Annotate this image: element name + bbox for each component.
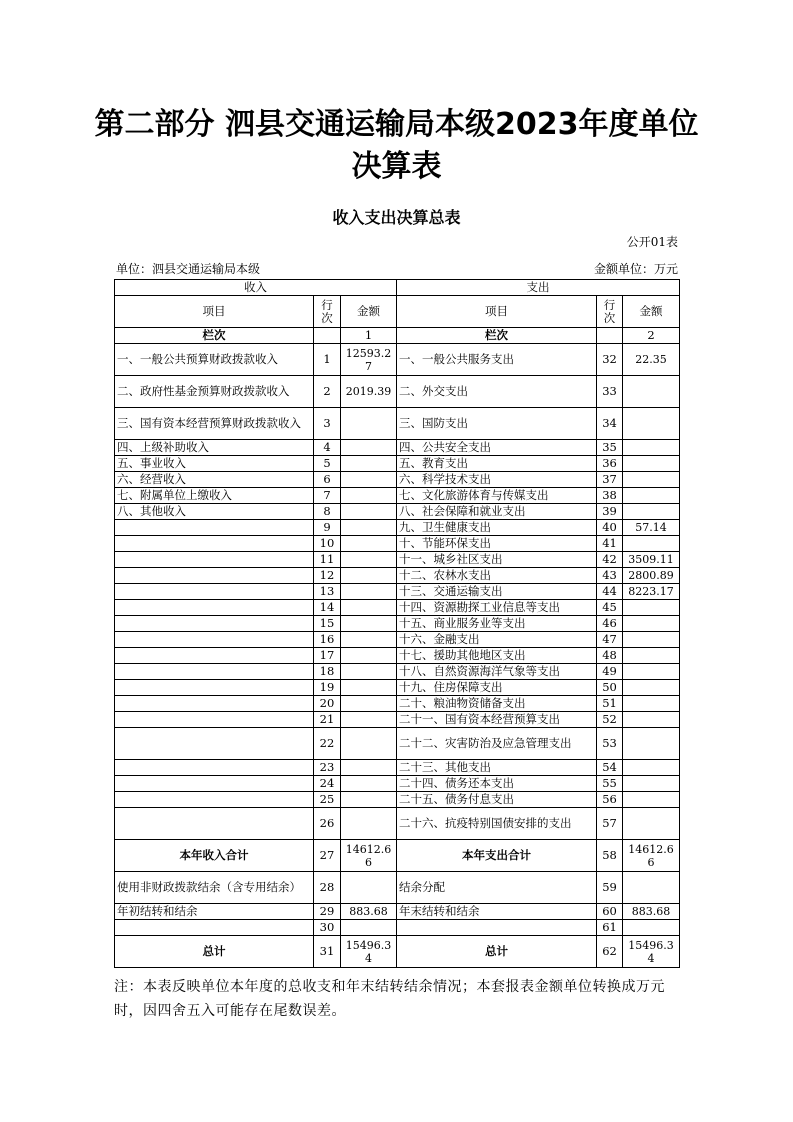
- income-amount: [341, 456, 397, 472]
- expense-row-no: 44: [597, 584, 623, 600]
- col-item-header: 项目: [115, 296, 314, 328]
- expense-amount: [623, 472, 680, 488]
- expense-amount: [623, 408, 680, 440]
- income-item: [115, 728, 314, 760]
- income-row-no: 21: [314, 712, 341, 728]
- income-row-no: 20: [314, 696, 341, 712]
- income-row-no: 19: [314, 680, 341, 696]
- expense-amount: [623, 664, 680, 680]
- expense-row-no: 41: [597, 536, 623, 552]
- income-item: [115, 648, 314, 664]
- table-row: [115, 664, 680, 680]
- column-number: 1: [341, 328, 397, 344]
- expense-row-no: 61: [597, 920, 623, 936]
- income-row-no: 25: [314, 792, 341, 808]
- column-number: 2: [623, 328, 680, 344]
- income-amount: [341, 760, 397, 776]
- expense-item: 五、教育支出: [397, 456, 597, 472]
- income-amount: [341, 536, 397, 552]
- expense-row-no: 42: [597, 552, 623, 568]
- table-row: [115, 760, 680, 776]
- expense-row-no: 49: [597, 664, 623, 680]
- table-row: [115, 920, 680, 936]
- expense-row-no: 43: [597, 568, 623, 584]
- income-expense-table: [114, 279, 680, 968]
- expense-item: 二十三、其他支出: [397, 760, 597, 776]
- expense-row-no: 38: [597, 488, 623, 504]
- income-row-no: 22: [314, 728, 341, 760]
- income-item: 八、其他收入: [115, 504, 314, 520]
- income-amount: [341, 776, 397, 792]
- expense-item: [397, 920, 597, 936]
- income-amount: [341, 872, 397, 904]
- income-amount: 883.68: [341, 904, 397, 920]
- col-amount-header: 金额: [341, 296, 397, 328]
- income-amount: [341, 552, 397, 568]
- income-amount: [341, 680, 397, 696]
- table-row: [115, 472, 680, 488]
- income-amount: [341, 584, 397, 600]
- income-row-no: 30: [314, 920, 341, 936]
- income-item: 一、一般公共预算财政拨款收入: [115, 344, 314, 376]
- expense-row-no: 60: [597, 904, 623, 920]
- expense-row-no: 40: [597, 520, 623, 536]
- income-amount: 12593.27: [341, 344, 397, 376]
- expense-item: 二十四、债务还本支出: [397, 776, 597, 792]
- income-row-no: 29: [314, 904, 341, 920]
- table-row: [115, 520, 680, 536]
- income-header: 收入: [115, 280, 397, 296]
- income-amount: [341, 712, 397, 728]
- table-row: [115, 616, 680, 632]
- income-row-no: 3: [314, 408, 341, 440]
- expense-row-no: 35: [597, 440, 623, 456]
- income-amount: [341, 440, 397, 456]
- expense-item: 十八、自然资源海洋气象等支出: [397, 664, 597, 680]
- table-row: [115, 904, 680, 920]
- income-item: [115, 696, 314, 712]
- income-amount: [341, 632, 397, 648]
- table-row: [115, 408, 680, 440]
- income-row-no: 2: [314, 376, 341, 408]
- table-row: [115, 808, 680, 840]
- income-row-no: 12: [314, 568, 341, 584]
- income-item: 六、经营收入: [115, 472, 314, 488]
- expense-row-no: 39: [597, 504, 623, 520]
- income-item: [115, 568, 314, 584]
- expense-row-no: 62: [597, 936, 623, 968]
- expense-item: 十、节能环保支出: [397, 536, 597, 552]
- income-item: [115, 664, 314, 680]
- expense-amount: [623, 504, 680, 520]
- table-row: [115, 728, 680, 760]
- col-amount-header: 金额: [623, 296, 680, 328]
- expense-row-no: 48: [597, 648, 623, 664]
- income-item: [115, 760, 314, 776]
- income-item: 七、附属单位上缴收入: [115, 488, 314, 504]
- expense-item: 十六、金融支出: [397, 632, 597, 648]
- expense-total-label: 本年支出合计: [397, 840, 597, 872]
- income-amount: [341, 488, 397, 504]
- expense-item: 一、一般公共服务支出: [397, 344, 597, 376]
- table-row: [115, 632, 680, 648]
- expense-row-no: 32: [597, 344, 623, 376]
- income-row-no: 15: [314, 616, 341, 632]
- table-row: [115, 792, 680, 808]
- table-row: [115, 552, 680, 568]
- income-item: [115, 552, 314, 568]
- expense-amount: [623, 808, 680, 840]
- income-row-no: 10: [314, 536, 341, 552]
- expense-row-no: 34: [597, 408, 623, 440]
- table-row: [115, 376, 680, 408]
- income-row-no: 26: [314, 808, 341, 840]
- expense-item: 年末结转和结余: [397, 904, 597, 920]
- income-row-no: 11: [314, 552, 341, 568]
- income-row-no: 9: [314, 520, 341, 536]
- income-row-no: 27: [314, 840, 341, 872]
- column-label: 栏次: [397, 328, 597, 344]
- expense-amount: [623, 760, 680, 776]
- expense-grand-total-label: 总计: [397, 936, 597, 968]
- table-row: [115, 456, 680, 472]
- table-row: [115, 440, 680, 456]
- income-amount: [341, 728, 397, 760]
- expense-item: 十三、交通运输支出: [397, 584, 597, 600]
- income-item: [115, 536, 314, 552]
- table-row: [115, 344, 680, 376]
- income-item: [115, 920, 314, 936]
- income-amount: [341, 568, 397, 584]
- expense-row-no: 54: [597, 760, 623, 776]
- income-total-label: 本年收入合计: [115, 840, 314, 872]
- income-row-no: 28: [314, 872, 341, 904]
- grand-total-row: [115, 936, 680, 968]
- expense-row-no: 37: [597, 472, 623, 488]
- table-row: [115, 872, 680, 904]
- income-item: 二、政府性基金预算财政拨款收入: [115, 376, 314, 408]
- income-amount: [341, 616, 397, 632]
- expense-item: 十二、农林水支出: [397, 568, 597, 584]
- expense-amount: [623, 872, 680, 904]
- expense-row-no: 52: [597, 712, 623, 728]
- expense-item: 二十一、国有资本经营预算支出: [397, 712, 597, 728]
- empty-cell: [314, 328, 341, 344]
- expense-item: 十五、商业服务业等支出: [397, 616, 597, 632]
- expense-item: 结余分配: [397, 872, 597, 904]
- income-grand-total-label: 总计: [115, 936, 314, 968]
- income-item: 五、事业收入: [115, 456, 314, 472]
- expense-header: 支出: [397, 280, 680, 296]
- income-item: [115, 808, 314, 840]
- income-amount: [341, 472, 397, 488]
- expense-item: 二十五、债务付息支出: [397, 792, 597, 808]
- income-grand-total-amount: 15496.34: [341, 936, 397, 968]
- expense-row-no: 45: [597, 600, 623, 616]
- income-item: 三、国有资本经营预算财政拨款收入: [115, 408, 314, 440]
- table-subtitle: 收入支出决算总表: [332, 208, 461, 227]
- income-row-no: 16: [314, 632, 341, 648]
- income-row-no: 4: [314, 440, 341, 456]
- table-row: [115, 696, 680, 712]
- expense-amount: [623, 776, 680, 792]
- expense-amount: [623, 632, 680, 648]
- income-amount: 2019.39: [341, 376, 397, 408]
- expense-amount: [623, 920, 680, 936]
- income-row-no: 6: [314, 472, 341, 488]
- expense-item: 二十六、抗疫特别国债安排的支出: [397, 808, 597, 840]
- income-amount: [341, 520, 397, 536]
- expense-row-no: 58: [597, 840, 623, 872]
- expense-row-no: 36: [597, 456, 623, 472]
- expense-amount: [623, 712, 680, 728]
- expense-amount: [623, 792, 680, 808]
- expense-amount: 57.14: [623, 520, 680, 536]
- income-item: 四、上级补助收入: [115, 440, 314, 456]
- expense-row-no: 59: [597, 872, 623, 904]
- col-rowno-header: 行次: [597, 296, 623, 328]
- income-item: [115, 584, 314, 600]
- unit-label: 单位：泗县交通运输局本级: [116, 262, 261, 276]
- expense-grand-total-amount: 15496.34: [623, 936, 680, 968]
- income-amount: [341, 664, 397, 680]
- expense-item: 六、科学技术支出: [397, 472, 597, 488]
- page-title-line1: 第二部分 泗县交通运输局本级2023年度单位: [94, 107, 699, 142]
- income-row-no: 17: [314, 648, 341, 664]
- expense-amount: 8223.17: [623, 584, 680, 600]
- year-total-row: [115, 840, 680, 872]
- expense-item: 十一、城乡社区支出: [397, 552, 597, 568]
- expense-item: 三、国防支出: [397, 408, 597, 440]
- table-row: [115, 680, 680, 696]
- empty-cell: [597, 328, 623, 344]
- expense-amount: [623, 648, 680, 664]
- income-item: [115, 616, 314, 632]
- income-amount: [341, 600, 397, 616]
- expense-amount: [623, 440, 680, 456]
- expense-amount: [623, 728, 680, 760]
- expense-item: 十九、住房保障支出: [397, 680, 597, 696]
- income-row-no: 18: [314, 664, 341, 680]
- expense-total-amount: 14612.66: [623, 840, 680, 872]
- income-amount: [341, 920, 397, 936]
- expense-amount: [623, 376, 680, 408]
- income-row-no: 24: [314, 776, 341, 792]
- income-row-no: 1: [314, 344, 341, 376]
- footnote: 注：本表反映单位本年度的总收支和年末结转结余情况；本套报表金额单位转换成万元时，因四舍五入可能存在尾数误差。: [114, 979, 665, 1019]
- expense-row-no: 50: [597, 680, 623, 696]
- expense-item: 八、社会保障和就业支出: [397, 504, 597, 520]
- income-row-no: 7: [314, 488, 341, 504]
- income-item: [115, 712, 314, 728]
- table-row: [115, 536, 680, 552]
- income-amount: [341, 648, 397, 664]
- expense-item: 十七、援助其他地区支出: [397, 648, 597, 664]
- income-row-no: 8: [314, 504, 341, 520]
- expense-amount: [623, 600, 680, 616]
- expense-row-no: 56: [597, 792, 623, 808]
- expense-amount: 3509.11: [623, 552, 680, 568]
- col-item-header: 项目: [397, 296, 597, 328]
- expense-row-no: 57: [597, 808, 623, 840]
- income-row-no: 23: [314, 760, 341, 776]
- expense-row-no: 53: [597, 728, 623, 760]
- col-rowno-header: 行次: [314, 296, 341, 328]
- income-row-no: 31: [314, 936, 341, 968]
- expense-row-no: 46: [597, 616, 623, 632]
- table-row: [115, 776, 680, 792]
- expense-amount: 2800.89: [623, 568, 680, 584]
- income-item: [115, 680, 314, 696]
- expense-row-no: 51: [597, 696, 623, 712]
- income-row-no: 13: [314, 584, 341, 600]
- table-row: [115, 648, 680, 664]
- expense-item: 四、公共安全支出: [397, 440, 597, 456]
- income-item: [115, 792, 314, 808]
- table-row: [115, 504, 680, 520]
- expense-amount: 22.35: [623, 344, 680, 376]
- expense-amount: [623, 488, 680, 504]
- income-amount: [341, 808, 397, 840]
- expense-item: 九、卫生健康支出: [397, 520, 597, 536]
- income-item: [115, 600, 314, 616]
- expense-item: 二十二、灾害防治及应急管理支出: [397, 728, 597, 760]
- income-amount: [341, 504, 397, 520]
- money-unit-label: 金额单位：万元: [593, 262, 678, 276]
- table-row: [115, 568, 680, 584]
- income-item: 年初结转和结余: [115, 904, 314, 920]
- column-label: 栏次: [115, 328, 314, 344]
- expense-item: 七、文化旅游体育与传媒支出: [397, 488, 597, 504]
- expense-row-no: 55: [597, 776, 623, 792]
- income-item: [115, 632, 314, 648]
- income-amount: [341, 408, 397, 440]
- expense-amount: [623, 616, 680, 632]
- table-row: [115, 712, 680, 728]
- expense-item: 二、外交支出: [397, 376, 597, 408]
- income-item: 使用非财政拨款结余（含专用结余）: [115, 872, 314, 904]
- table-row: [115, 600, 680, 616]
- expense-row-no: 33: [597, 376, 623, 408]
- expense-amount: 883.68: [623, 904, 680, 920]
- expense-amount: [623, 456, 680, 472]
- income-amount: [341, 696, 397, 712]
- expense-amount: [623, 536, 680, 552]
- expense-item: 二十、粮油物资储备支出: [397, 696, 597, 712]
- expense-row-no: 47: [597, 632, 623, 648]
- income-total-amount: 14612.66: [341, 840, 397, 872]
- income-row-no: 14: [314, 600, 341, 616]
- expense-item: 十四、资源勘探工业信息等支出: [397, 600, 597, 616]
- income-row-no: 5: [314, 456, 341, 472]
- page-title-line2: 决算表: [351, 149, 442, 184]
- income-item: [115, 776, 314, 792]
- table-row: [115, 488, 680, 504]
- expense-amount: [623, 680, 680, 696]
- income-amount: [341, 792, 397, 808]
- table-row: [115, 584, 680, 600]
- form-code: 公开01表: [626, 235, 678, 249]
- expense-amount: [623, 696, 680, 712]
- income-item: [115, 520, 314, 536]
